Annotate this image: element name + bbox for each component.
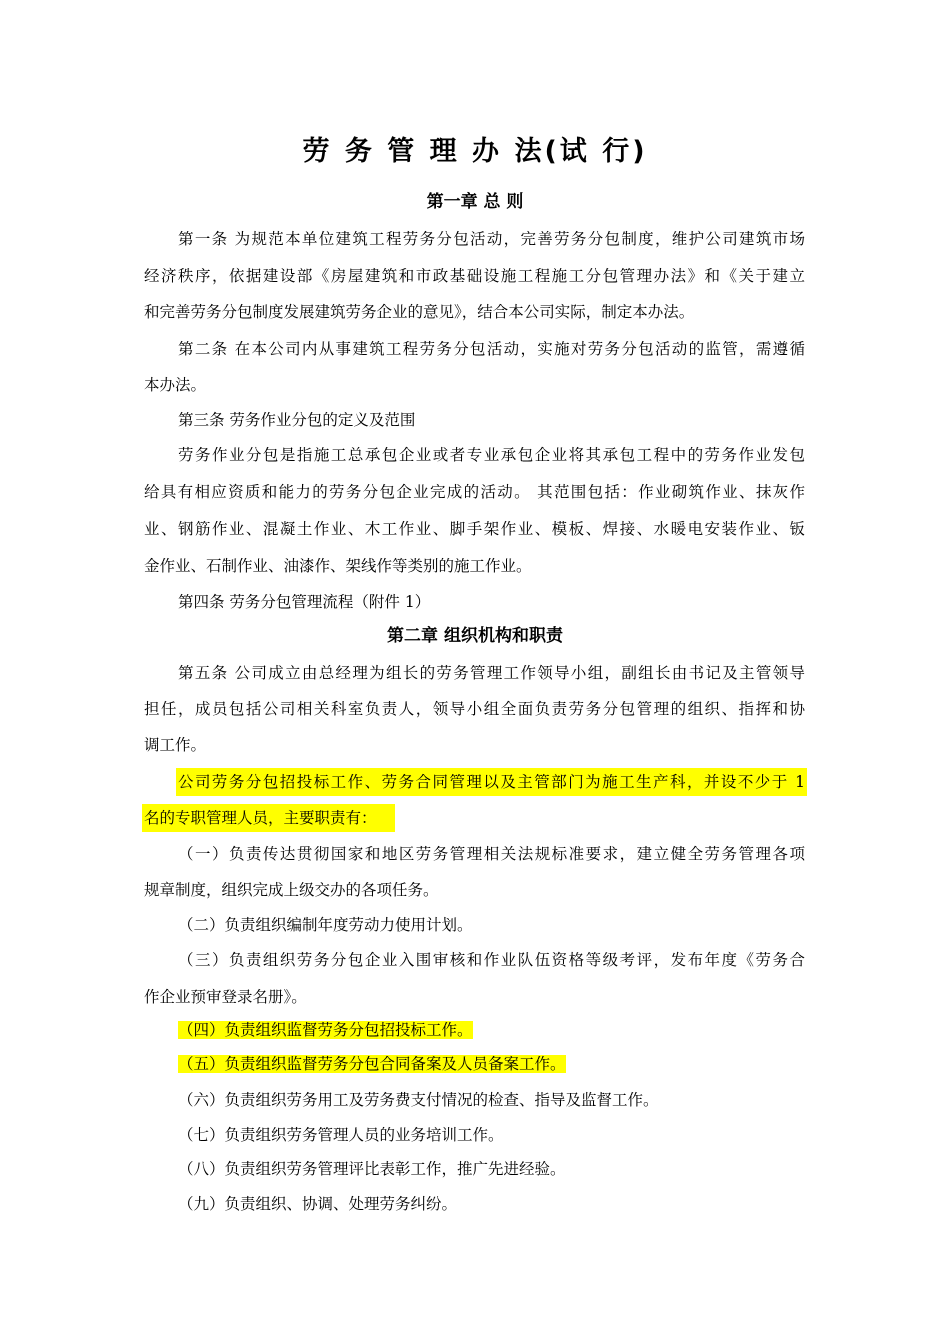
article-5-line-2: 担任，成员包括公司相关科室负责人，领导小组全面负责劳务分包管理的组织、指挥和协 bbox=[144, 700, 805, 718]
chapter-1-heading: 第一章 总 则 bbox=[426, 192, 524, 212]
article-1-line-2: 经济秩序，依据建设部《房屋建筑和市政基础设施工程施工分包管理办法》和《关于建立 bbox=[144, 267, 805, 285]
duty-5 bbox=[178, 1052, 566, 1076]
highlighted-line-2: 名的专职管理人员，主要职责有： bbox=[144, 809, 377, 827]
article-2-line-1: 第二条 在本公司内从事建筑工程劳务分包活动，实施对劳务分包活动的监管，需遵循 bbox=[178, 340, 805, 358]
article-1-line-1: 第一条 为规范本单位建筑工程劳务分包活动，完善劳务分包制度，维护公司建筑市场 bbox=[178, 230, 805, 248]
article-1-line-3: 和完善劳务分包制度发展建筑劳务企业的意见》，结合本公司实际，制定本办法。 bbox=[144, 303, 695, 321]
article-3-line-2: 劳务作业分包是指施工总承包企业或者专业承包企业将其承包工程中的劳务作业发包 bbox=[178, 446, 805, 464]
duty-7: （七）负责组织劳务管理人员的业务培训工作。 bbox=[178, 1126, 504, 1144]
article-2-line-2: 本办法。 bbox=[144, 376, 207, 394]
duty-4 bbox=[178, 1018, 473, 1042]
duty-3-line-2: 作企业预审登录名册》。 bbox=[144, 988, 307, 1006]
duty-1-line-1: （一）负责传达贯彻国家和地区劳务管理相关法规标准要求，建立健全劳务管理各项 bbox=[178, 845, 805, 863]
article-3-line-4: 业、钢筋作业、混凝土作业、木工作业、脚手架作业、模板、焊接、水暖电安装作业、钣 bbox=[144, 520, 805, 538]
article-4-line-1: 第四条 劳务分包管理流程（附件 1） bbox=[178, 593, 431, 611]
article-3-line-3: 给具有相应资质和能力的劳务分包企业完成的活动。 其范围包括：作业砌筑作业、抹灰作 bbox=[144, 483, 805, 501]
duty-1-line-2: 规章制度，组织完成上级交办的各项任务。 bbox=[144, 881, 439, 899]
article-3-line-5: 金作业、石制作业、油漆作、架线作等类别的施工作业。 bbox=[144, 557, 532, 575]
duty-8: （八）负责组织劳务管理评比表彰工作，推广先进经验。 bbox=[178, 1160, 566, 1178]
article-5-line-1: 第五条 公司成立由总经理为组长的劳务管理工作领导小组，副组长由书记及主管领导 bbox=[178, 664, 805, 682]
duty-6: （六）负责组织劳务用工及劳务费支付情况的检查、指导及监督工作。 bbox=[178, 1091, 659, 1109]
article-3-line-1: 第三条 劳务作业分包的定义及范围 bbox=[178, 411, 416, 429]
duty-4-highlight: （四）负责组织监督劳务分包招投标工作。 bbox=[178, 1021, 473, 1039]
duty-9: （九）负责组织、协调、处理劳务纠纷。 bbox=[178, 1195, 458, 1213]
highlighted-line-1: 公司劳务分包招投标工作、劳务合同管理以及主管部门为施工生产科，并设不少于 1 bbox=[178, 773, 805, 791]
chapter-2-heading: 第二章 组织机构和职责 bbox=[387, 626, 563, 646]
duty-5-highlight: （五）负责组织监督劳务分包合同备案及人员备案工作。 bbox=[178, 1055, 566, 1073]
document-title: 劳 务 管 理 办 法(试 行) bbox=[302, 136, 648, 167]
duty-3-line-1: （三）负责组织劳务分包企业入围审核和作业队伍资格等级考评，发布年度《劳务合 bbox=[178, 951, 805, 969]
duty-2: （二）负责组织编制年度劳动力使用计划。 bbox=[178, 916, 473, 934]
article-5-line-3: 调工作。 bbox=[144, 736, 207, 754]
